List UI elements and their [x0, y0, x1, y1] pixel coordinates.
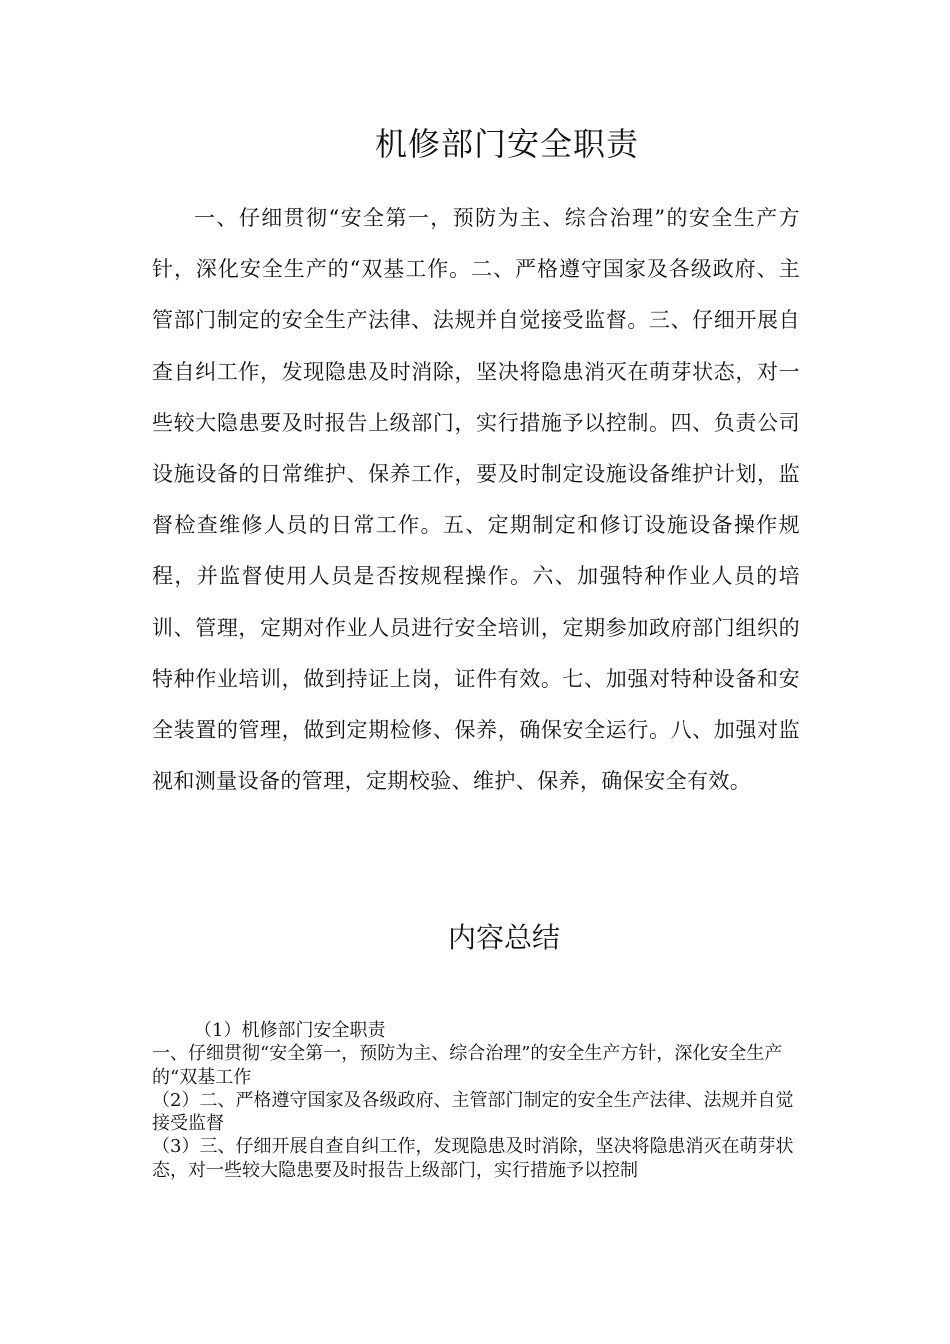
- summary-title: 内容总结: [447, 921, 560, 954]
- document-title: 机修部门安全职责: [374, 125, 639, 163]
- summary-section: [152, 1019, 800, 1182]
- summary-line-1: （1）机修部门安全职责: [194, 1020, 386, 1041]
- document-body: 一、仔细贯彻“安全第一，预防为主、综合治理”的安全生产方针，深化安全生产的“双基工作。二、严格遵守国家及各级政府、主管部门制定的安全生产法律、法规并自觉接受监督。三、仔细开展自查自纠工作，发现隐患及时消除，坚决将隐患消灭在萌芽状态，对一些较大隐患要及时报告上级部门，实行措施予以控制。四、负责公司设施设备的日常维护、保养工作，要及时制定设施设备维护计划，监督检查维修人员的日常工作。五、定期制定和修订设施设备操作规程，并监督使用人员是否按规程操作。六、加强特种作业人员的培训、管理，定期对作业人员进行安全培训，定期参加政府部门组织的特种作业培训，做到持证上岗，证件有效。七、加强对特种设备和安全装置的管理，做到定期检修、保养，确保安全运行。八、加强对监视和测量设备的管理，定期校验、维护、保养，确保安全有效。: [152, 206, 800, 794]
- summary-line-4: （3）三、仔细开展自查自纠工作，发现隐患及时消除，坚决将隐患消灭在萌芽状态，对一些较大隐患要及时报告上级部门，实行措施予以控制: [152, 1136, 794, 1181]
- summary-line-3: （2）二、严格遵守国家及各级政府、主管部门制定的安全生产法律、法规并自觉接受监督: [152, 1089, 794, 1135]
- summary-line-2: 一、仔细贯彻“安全第一，预防为主、综合治理”的安全生产方针，深化安全生产的“双基工作: [152, 1043, 783, 1088]
